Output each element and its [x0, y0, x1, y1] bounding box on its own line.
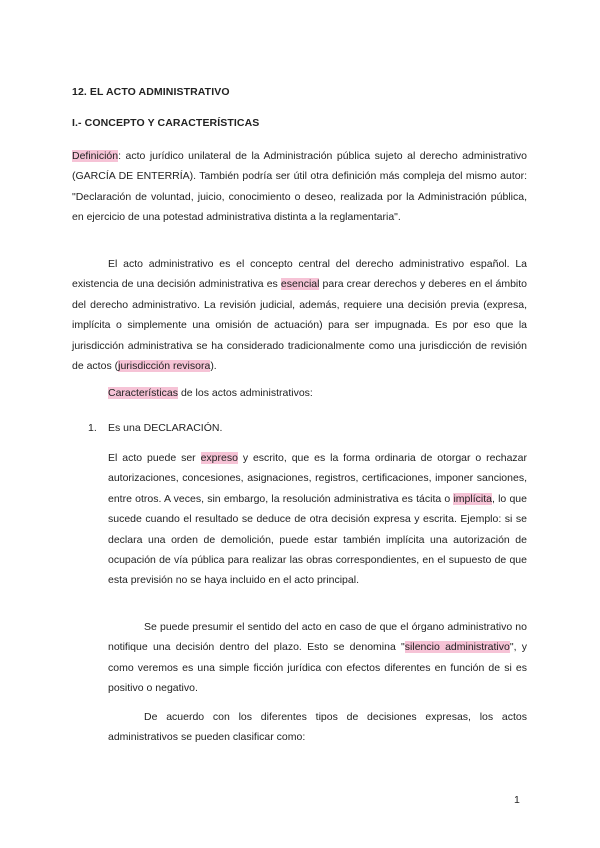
highlight-expreso: expreso [200, 452, 238, 464]
highlight-caracteristicas: Características [108, 387, 179, 399]
p4-text-b: y escrito, que es la forma ordinaria de otorgar o rechazar autorizaciones, concesiones, asignaciones, registros, certificaciones, imponer sanciones, entre otros. A veces, sin embargo, la resolución administrativa es tácita o [108, 452, 527, 505]
definition-text: : acto jurídico unilateral de la Administración pública sujeto al derecho administrativo (GARCÍA DE ENTERRÍA). También podría ser útil otra definición más compleja del mismo autor: "Declaración de voluntad, juicio, conocimiento o deseo, realizada por la Administración pública, en ejercicio de una potestad administrativa distinta a la reglamentaria". [72, 150, 527, 224]
characteristics-intro [108, 383, 527, 403]
declaration-paragraph [108, 448, 527, 591]
highlight-implicita: implícita [453, 492, 492, 505]
list-text: Es una DECLARACIÓN. [108, 422, 223, 434]
definition-paragraph [72, 146, 527, 228]
classification-paragraph [108, 707, 527, 748]
p5-text-a: Se puede presumir el sentido del acto en caso de que el órgano administrativo no notifique una decisión dentro del plazo. Esto se denomina " [108, 621, 527, 654]
p4-text-a: El acto puede ser [108, 452, 201, 464]
page-number: 1 [514, 794, 520, 806]
list-item [88, 418, 222, 438]
highlight-jurisdiccion-revisora: jurisdicción revisora [118, 360, 211, 373]
silence-paragraph [108, 617, 527, 699]
central-concept-paragraph [72, 254, 527, 376]
list-number: 1. [88, 422, 97, 434]
section-heading: I.- CONCEPTO Y CARACTERÍSTICAS [72, 117, 260, 129]
highlight-esencial: esencial [280, 278, 320, 291]
highlight-definicion: Definición [72, 150, 119, 162]
characteristics-text: de los actos administrativos: [178, 387, 313, 399]
p4-text-c: , lo que sucede cuando el resultado se deduce de otra decisión expresa y escrita. Ejemplo: si se declara una orden de demolición, puede estar también implícita una autorización de ocupación de vía pública para realizar las obras correspondientes, en el supuesto de que esta previsión no se haya incluido en el acto principal. [108, 492, 527, 587]
p5-text-b: ", y como veremos es una simple ficción jurídica con efectos diferentes en función de si es positivo o negativo. [108, 641, 527, 695]
p2-text-b: para crear derechos y deberes en el ámbito del derecho administrativo. La revisión judicial, además, requiere una decisión previa (expresa, implícita o simplemente una omisión de actuación) para ser impugnada. Es por eso que la jurisdicción administrativa se ha considerado tradicionalmente como una jurisdicción de revisión de actos ( [72, 278, 527, 373]
main-heading: 12. EL ACTO ADMINISTRATIVO [72, 86, 230, 98]
p2-text-c: ). [210, 360, 217, 373]
p2-text-a: El acto administrativo es el concepto central del derecho administrativo español. La existencia de una decisión administrativa es [72, 258, 527, 291]
p6-text: De acuerdo con los diferentes tipos de decisiones expresas, los actos administrativos se pueden clasificar como: [108, 711, 527, 744]
highlight-silencio-administrativo: silencio administrativo [404, 641, 510, 654]
